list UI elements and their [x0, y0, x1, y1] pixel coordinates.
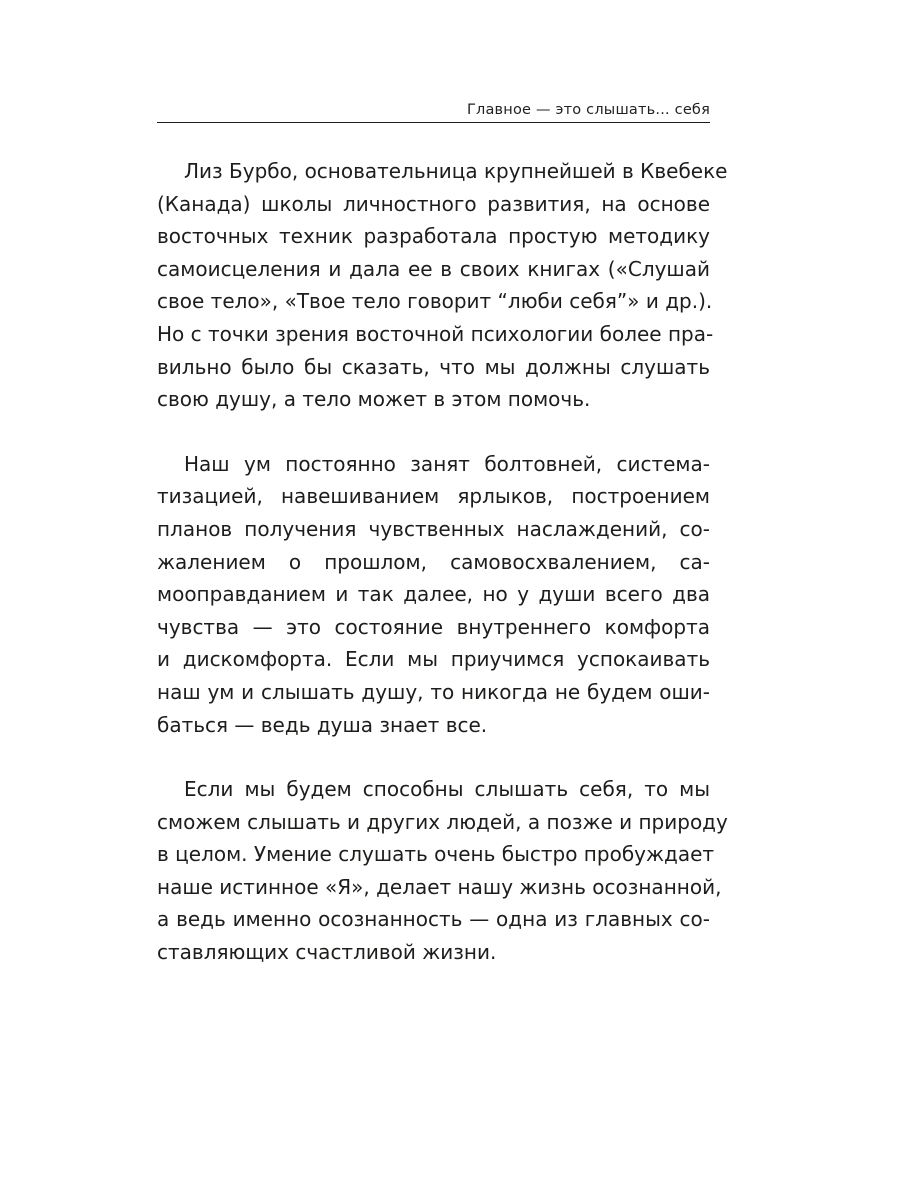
header-rule — [157, 122, 710, 123]
text-line: наше истинное «Я», делает нашу жизнь осознанной, — [157, 874, 722, 899]
text-line: наш ум и слышать душу, то никогда не будем оши- — [157, 679, 710, 704]
text-line: ставляющих счастливой жизни. — [157, 940, 497, 965]
text-line: и дискомфорта. Если мы приучимся успокаивать — [157, 647, 710, 672]
text-line: Лиз Бурбо, основательница крупнейшей в Квебеке — [184, 159, 728, 183]
text-line: Но с точки зрения восточной психологии более пра- — [157, 321, 714, 346]
paragraph-3 — [157, 773, 728, 969]
paragraph-1 — [157, 155, 728, 416]
body-text — [157, 155, 728, 1001]
text-line: жалением о прошлом, самовосхвалением, са- — [157, 549, 710, 574]
text-line: (Канада) школы личностного развития, на основе — [157, 191, 710, 216]
text-line: баться — ведь душа знает все. — [157, 712, 488, 737]
text-line: Если мы будем способны слышать себя, то мы — [184, 777, 710, 802]
text-line: чувства — это состояние внутреннего комфорта — [157, 614, 710, 639]
text-line: планов получения чувственных наслаждений, со- — [157, 516, 710, 541]
text-line: свою душу, а тело может в этом помочь. — [157, 387, 591, 412]
paragraph-2 — [157, 448, 710, 741]
text-line: восточных техник разработала простую методику — [157, 224, 710, 249]
running-header: Главное — это слышать... себя — [466, 102, 710, 118]
text-line: самоисцеления и дала ее в своих книгах («Слушай — [157, 256, 710, 281]
text-line: в целом. Умение слушать очень быстро пробуждает — [157, 842, 715, 867]
text-line: свое тело», «Твое тело говорит “люби себя”» и др.). — [157, 289, 713, 314]
text-line: а ведь именно осознанность — одна из главных со- — [157, 907, 710, 932]
text-line: мооправданием и так далее, но у души всего два — [157, 582, 710, 607]
text-line: вильно было бы сказать, что мы должны слушать — [157, 354, 710, 379]
text-line: Наш ум постоянно занят болтовней, система- — [184, 451, 710, 476]
text-line: сможем слышать и других людей, а позже и природу — [157, 809, 728, 834]
text-line: тизацией, навешиванием ярлыков, построением — [157, 484, 710, 509]
